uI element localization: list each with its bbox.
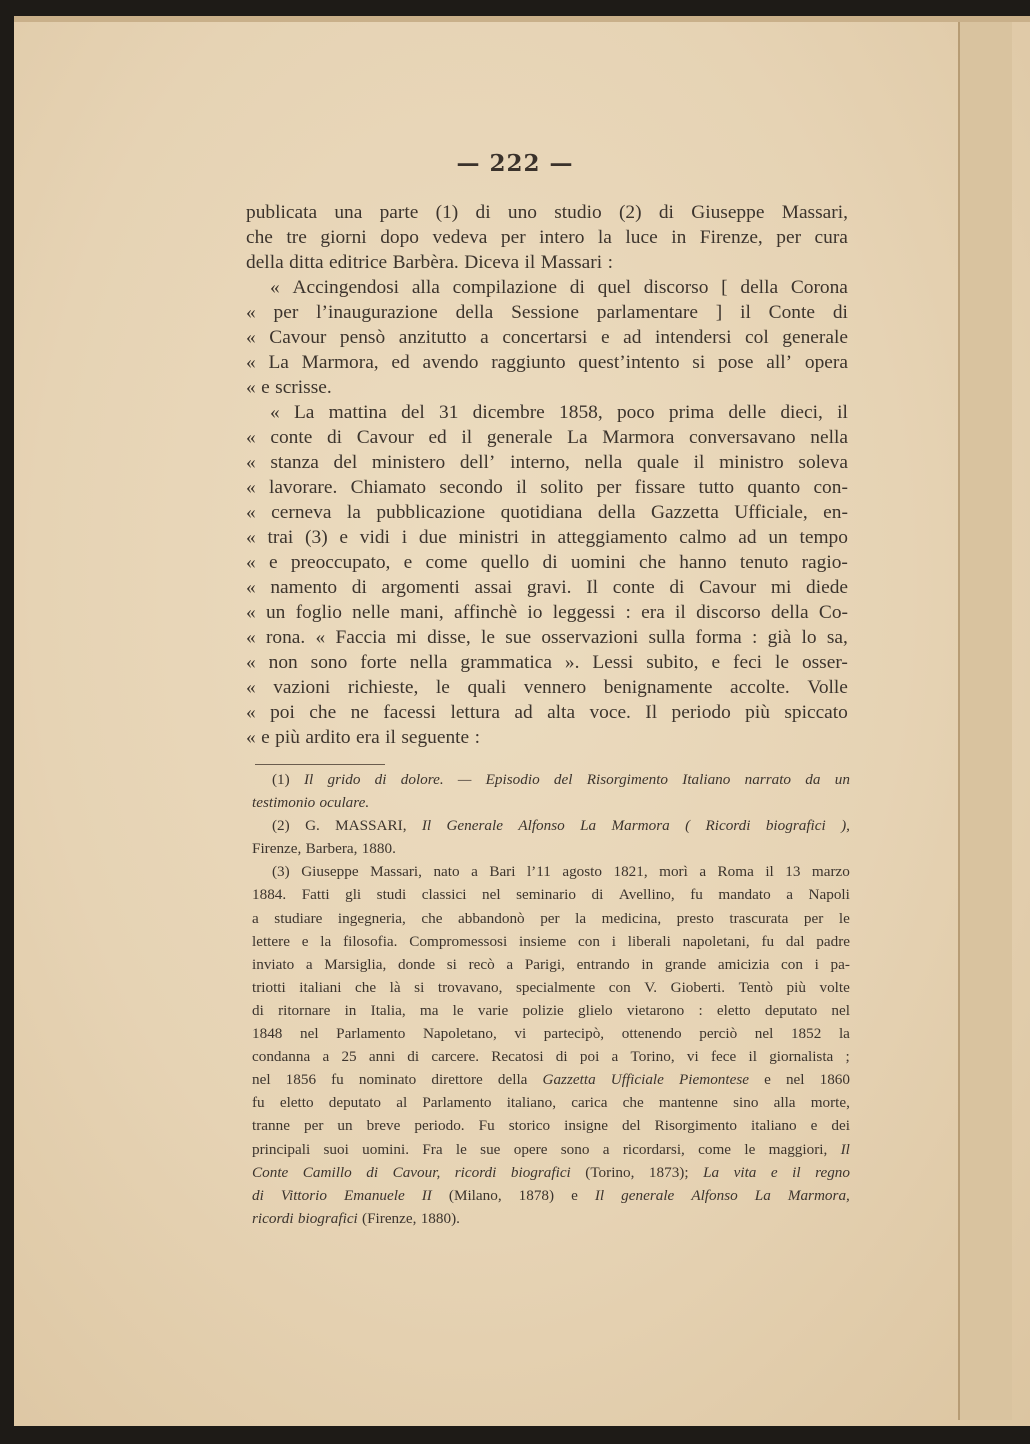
footnote-line: di ritornare in Italia, ma le varie polizie glielo vietarono : eletto deputato nel [252, 1001, 850, 1019]
body-line: che tre giorni dopo vedeva per intero la luce in Firenze, per cura [246, 227, 848, 248]
footnote-line: nel 1856 fu nominato direttore della Gazzetta Ufficiale Piemontese e nel 1860 [252, 1071, 850, 1089]
footnote-line: testimonio oculare. [252, 794, 370, 812]
body-line: « La mattina del 31 dicembre 1858, poco prima delle dieci, il [270, 402, 848, 423]
footnote-line: condanna a 25 anni di carcere. Recatosi di poi a Torino, vi fece il giornalista ; [252, 1048, 850, 1066]
footnote-line: principali suoi uomini. Fra le sue opere sono a ricordarsi, come le maggiori, Il [252, 1140, 850, 1158]
footnote-line: (3) Giuseppe Massari, nato a Bari l’11 agosto 1821, morì a Roma il 13 marzo [272, 863, 850, 881]
footnote-line: Firenze, Barbera, 1880. [252, 840, 396, 858]
body-line: « non sono forte nella grammatica ». Lessi subito, e feci le osser- [246, 652, 848, 673]
footnote-line: (2) G. MASSARI, Il Generale Alfonso La Marmora ( Ricordi biografici ), [272, 817, 850, 835]
footnote-line: 1884. Fatti gli studi classici nel seminario di Avellino, fu mandato a Napoli [252, 886, 850, 904]
body-line: « e più ardito era il seguente : [246, 727, 480, 748]
footnote-separator [255, 764, 385, 765]
body-line: « un foglio nelle mani, affinchè io leggessi : era il discorso della Co- [246, 602, 848, 623]
page-top-shadow [14, 16, 1030, 22]
body-line: della ditta editrice Barbèra. Diceva il Massari : [246, 252, 613, 273]
page-edge-fold [958, 22, 1012, 1420]
body-line: « e scrisse. [246, 377, 332, 398]
footnote-line: di Vittorio Emanuele II (Milano, 1878) e Il generale Alfonso La Marmora, [252, 1186, 850, 1204]
body-line: « conte di Cavour ed il generale La Marmora conversavano nella [246, 427, 848, 448]
main-text-block [246, 200, 848, 750]
footnote-line: Conte Camillo di Cavour, ricordi biografici (Torino, 1873); La vita e il regno [252, 1163, 850, 1181]
body-line: « stanza del ministero dell’ interno, nella quale il ministro soleva [246, 452, 848, 473]
body-line: « namento di argomenti assai gravi. Il conte di Cavour mi diede [246, 577, 848, 598]
body-line: publicata una parte (1) di uno studio (2) di Giuseppe Massari, [246, 202, 848, 223]
body-line: « trai (3) e vidi i due ministri in atteggiamento calmo ad un tempo [246, 527, 848, 548]
footnote-line: 1848 nel Parlamento Napoletano, vi partecipò, ottenendo perciò nel 1852 la [252, 1025, 850, 1043]
body-line: « La Marmora, ed avendo raggiunto quest’intento si pose all’ opera [246, 352, 848, 373]
footnote-line: ricordi biografici (Firenze, 1880). [252, 1209, 460, 1227]
body-line: « rona. « Faccia mi disse, le sue osservazioni sulla forma : già lo sa, [246, 627, 848, 648]
body-line: « per l’inaugurazione della Sessione parlamentare ] il Conte di [246, 302, 848, 323]
page-number: — 222 — [456, 150, 574, 177]
body-line: « Accingendosi alla compilazione di quel discorso [ della Corona [270, 277, 848, 298]
footnotes-block [252, 768, 850, 1230]
footnote-line: inviato a Marsiglia, donde si recò a Parigi, entrando in grande amicizia con i pa- [252, 955, 850, 973]
body-line: « e preoccupato, e come quello di uomini che hanno tenuto ragio- [246, 552, 848, 573]
footnote-line: lettere e la filosofia. Compromessosi insieme con i liberali napoletani, fu dal padre [252, 932, 850, 950]
body-line: « vazioni richieste, le quali vennero benignamente accolte. Volle [246, 677, 848, 698]
body-line: « lavorare. Chiamato secondo il solito per fissare tutto quanto con- [246, 477, 848, 498]
footnote-line: tranne per un breve periodo. Fu storico insigne del Risorgimento italiano e dei [252, 1117, 850, 1135]
body-line: « poi che ne facessi lettura ad alta voce. Il periodo più spiccato [246, 702, 848, 723]
footnote-line: triotti italiani che là si trovavano, specialmente con V. Gioberti. Tentò più volte [252, 978, 850, 996]
footnote-line: (1) Il grido di dolore. — Episodio del Risorgimento Italiano narrato da un [272, 771, 850, 788]
body-line: « cerneva la pubblicazione quotidiana della Gazzetta Ufficiale, en- [246, 502, 848, 523]
footnote-line: a studiare ingegneria, che abbandonò per la medicina, presto trascurata per le [252, 909, 850, 927]
footnote-line: fu eletto deputato al Parlamento italiano, carica che mantenne sino alla morte, [252, 1094, 850, 1112]
body-line: « Cavour pensò anzitutto a concertarsi e ad intendersi col generale [246, 327, 848, 348]
